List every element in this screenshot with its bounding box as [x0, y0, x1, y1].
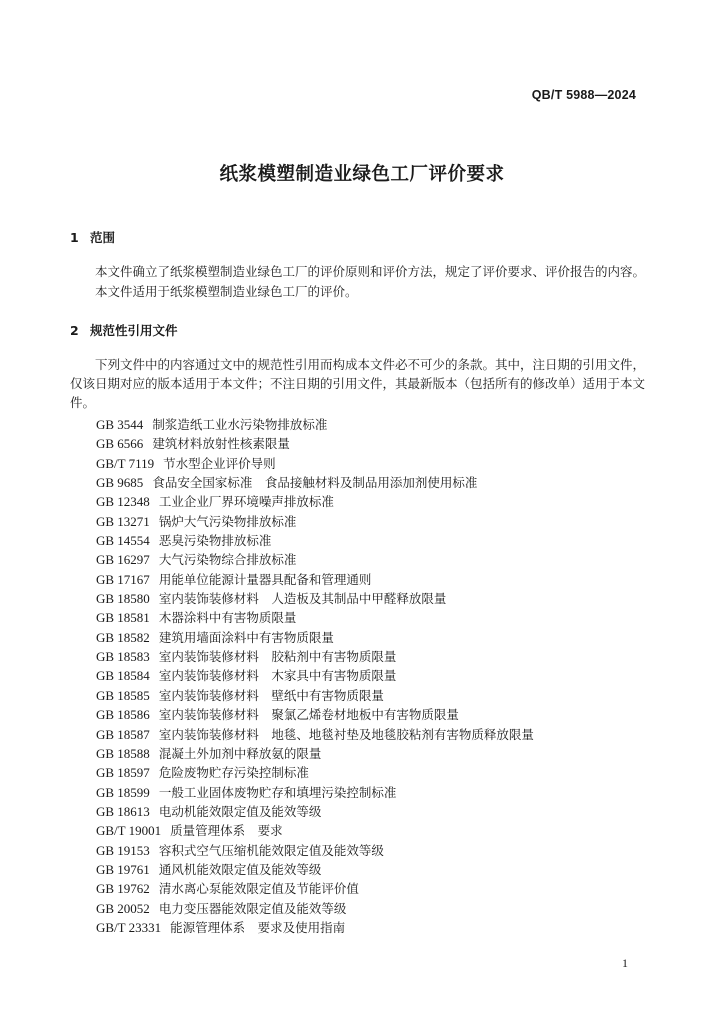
reference-title: 室内装饰装修材料 胶粘剂中有害物质限量: [158, 649, 397, 665]
section-number: 2: [70, 323, 79, 338]
section-number: 1: [70, 230, 79, 245]
normative-intro-paragraph: 下列文件中的内容通过文中的规范性引用而构成本文件必不可少的条款。其中，注日期的引用文件，仅该日期对应的版本适用于本文件；不注日期的引用文件，其最新版本（包括所有的修改单）适用于本文件。: [70, 357, 646, 410]
reference-item: [96, 570, 534, 589]
reference-code: GB 20052: [96, 900, 150, 916]
reference-item: [96, 473, 534, 492]
reference-item: [96, 725, 534, 744]
reference-code: GB 18599: [96, 784, 150, 800]
reference-item: [96, 879, 534, 898]
reference-code: GB 18580: [96, 591, 150, 607]
reference-title: 室内装饰装修材料 木家具中有害物质限量: [158, 668, 397, 684]
reference-code: GB 12348: [96, 494, 150, 510]
reference-code: GB 9685: [96, 475, 144, 491]
reference-code: GB 18582: [96, 629, 150, 645]
normative-reference-list: [96, 415, 534, 937]
reference-title: 危险废物贮存污染控制标准: [158, 765, 309, 781]
reference-item: [96, 899, 534, 918]
reference-title: 质量管理体系 要求: [170, 823, 283, 839]
reference-item: [96, 686, 534, 705]
reference-code: GB 3544: [96, 417, 144, 432]
reference-code: GB 18583: [96, 649, 150, 665]
reference-item: [96, 705, 534, 724]
reference-item: [96, 666, 534, 685]
reference-title: 木器涂料中有害物质限量: [158, 610, 297, 626]
reference-title: 室内装饰装修材料 聚氯乙烯卷材地板中有害物质限量: [158, 707, 459, 723]
reference-item: [96, 608, 534, 627]
document-title: 纸浆模塑制造业绿色工厂评价要求: [219, 164, 505, 185]
reference-title: 能源管理体系 要求及使用指南: [170, 919, 346, 935]
reference-item: [96, 531, 534, 550]
reference-title: 锅炉大气污染物排放标准: [158, 513, 297, 529]
section-title: 规范性引用文件: [90, 323, 178, 338]
reference-item: [96, 821, 534, 840]
reference-code: GB 13271: [96, 513, 150, 529]
scope-paragraph-2: 本文件适用于纸浆模塑制造业绿色工厂的评价。: [95, 284, 358, 299]
scope-paragraph-1: 本文件确立了纸浆模塑制造业绿色工厂的评价原则和评价方法，规定了评价要求、评价报告的内容。: [95, 264, 646, 279]
section-2-heading: [70, 321, 178, 339]
reference-code: GB/T 7119: [96, 455, 155, 471]
reference-title: 建筑用墙面涂料中有害物质限量: [158, 629, 334, 645]
page-number: 1: [622, 956, 628, 970]
reference-title: 容积式空气压缩机能效限定值及能效等级: [158, 842, 384, 858]
section-1-heading: [70, 228, 115, 246]
reference-code: GB 14554: [96, 533, 150, 549]
reference-item: [96, 744, 534, 763]
reference-title: 清水离心泵能效限定值及节能评价值: [158, 881, 359, 897]
reference-code: GB 18587: [96, 726, 150, 742]
reference-title: 电动机能效限定值及能效等级: [158, 803, 322, 819]
reference-code: GB 18584: [96, 668, 150, 684]
section-title: 范围: [90, 230, 116, 245]
reference-item: [96, 415, 534, 434]
reference-title: 室内装饰装修材料 人造板及其制品中甲醛释放限量: [158, 591, 447, 607]
reference-code: GB 6566: [96, 436, 144, 452]
reference-code: GB/T 23331: [96, 919, 162, 935]
reference-item: [96, 550, 534, 569]
reference-code: GB 18588: [96, 745, 150, 761]
reference-title: 混凝土外加剂中释放氨的限量: [158, 745, 322, 761]
reference-item: [96, 628, 534, 647]
reference-item: [96, 918, 534, 937]
reference-code: GB 18613: [96, 803, 150, 819]
reference-code: GB 18586: [96, 707, 150, 723]
reference-title: 室内装饰装修材料 壁纸中有害物质限量: [158, 687, 384, 703]
reference-item: [96, 492, 534, 511]
reference-title: 节水型企业评价导则: [163, 455, 276, 471]
reference-item: [96, 763, 534, 782]
reference-item: [96, 802, 534, 821]
reference-item: [96, 860, 534, 879]
reference-code: GB 19153: [96, 842, 150, 858]
reference-title: 通风机能效限定值及能效等级: [158, 861, 322, 877]
reference-item: [96, 841, 534, 860]
reference-title: 大气污染物综合排放标准: [158, 552, 297, 568]
reference-title: 电力变压器能效限定值及能效等级: [158, 900, 347, 916]
reference-item: [96, 589, 534, 608]
reference-title: 食品安全国家标准 食品接触材料及制品用添加剂使用标准: [152, 475, 478, 491]
reference-item: [96, 783, 534, 802]
reference-code: GB 18585: [96, 687, 150, 703]
reference-title: 建筑材料放射性核素限量: [152, 436, 290, 452]
reference-title: 制浆造纸工业水污染物排放标准: [152, 417, 328, 432]
reference-code: GB/T 19001: [96, 823, 162, 839]
reference-title: 一般工业固体废物贮存和填埋污染控制标准: [158, 784, 397, 800]
reference-title: 用能单位能源计量器具配备和管理通则: [158, 571, 372, 587]
reference-code: GB 17167: [96, 571, 150, 587]
reference-code: GB 16297: [96, 552, 150, 568]
standard-code: QB/T 5988—2024: [531, 88, 636, 102]
reference-title: 恶臭污染物排放标准: [158, 533, 272, 549]
reference-code: GB 18597: [96, 765, 150, 781]
reference-title: 工业企业厂界环境噪声排放标准: [158, 494, 334, 510]
reference-item: [96, 512, 534, 531]
reference-code: GB 18581: [96, 610, 150, 626]
reference-item: [96, 647, 534, 666]
reference-item: [96, 434, 534, 453]
reference-code: GB 19761: [96, 861, 150, 877]
reference-code: GB 19762: [96, 881, 150, 897]
reference-title: 室内装饰装修材料 地毯、地毯衬垫及地毯胶粘剂有害物质释放限量: [158, 726, 534, 742]
reference-item: [96, 454, 534, 473]
